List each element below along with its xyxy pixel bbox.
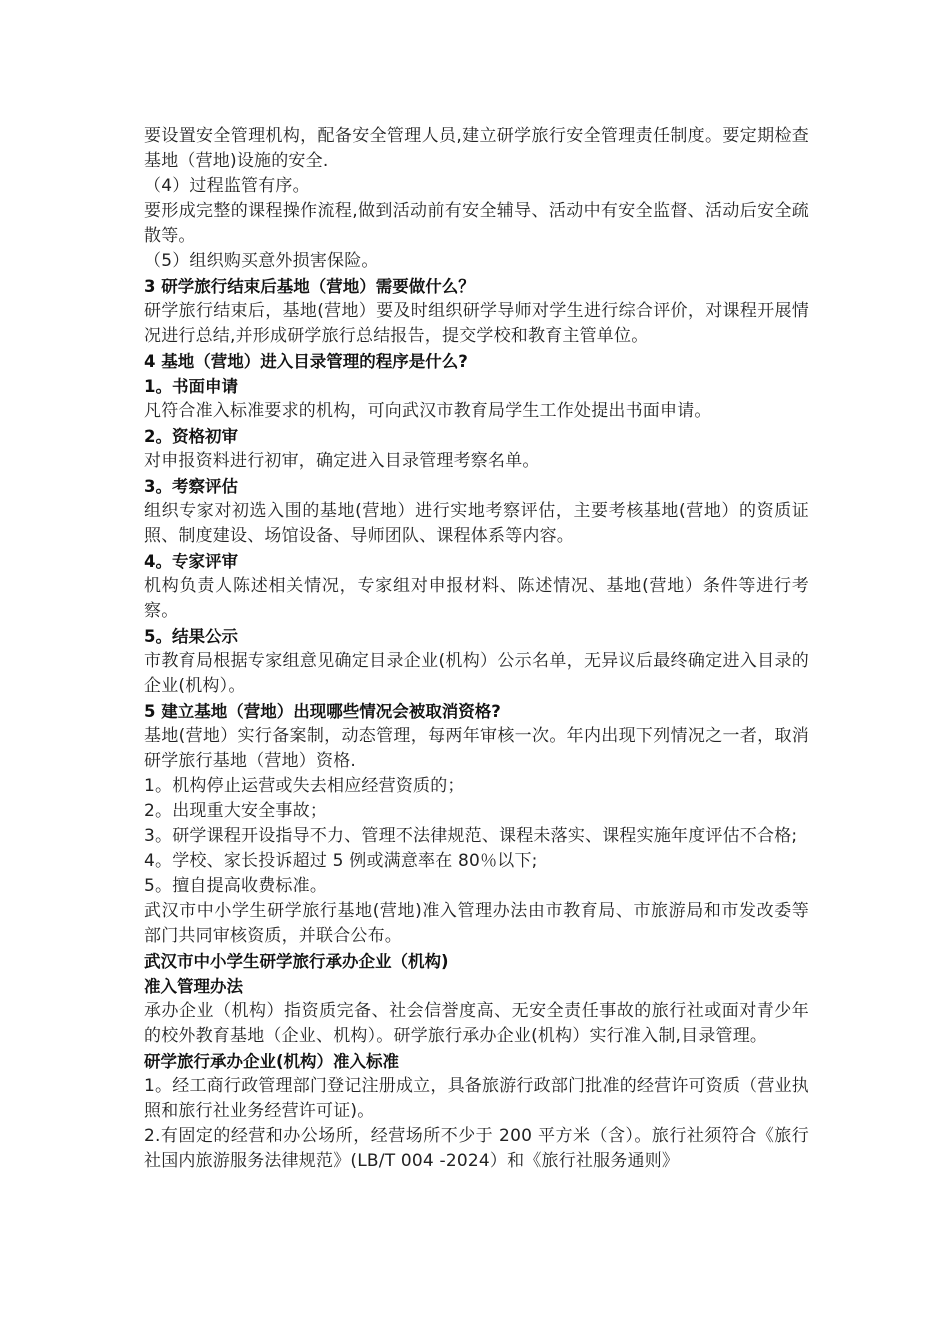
paragraph: 承办企业（机构）指资质完备、社会信誉度高、无安全责任事故的旅行社或面对青少年的校外教育基地（企业、机构）。研学旅行承办企业(机构）实行准入制,目录管理。 (144, 1001, 809, 1046)
paragraph: 市教育局根据专家组意见确定目录企业(机构）公示名单，无异议后最终确定进入目录的企业(机构）。 (144, 651, 809, 696)
paragraph: 2.有固定的经营和办公场所，经营场所不少于 200 平方米（含）。旅行社须符合《旅行社国内旅游服务法律规范》(LB/T 004 -2024）和《旅行社服务通则》 (144, 1126, 809, 1171)
step-heading: 3。考察评估 (144, 477, 238, 496)
list-item: 4。学校、家长投诉超过 5 例或满意率在 80％以下; (144, 851, 538, 871)
paragraph: 研学旅行结束后，基地(营地）要及时组织研学导师对学生进行综合评价，对课程开展情况进行总结,并形成研学旅行总结报告，提交学校和教育主管单位。 (144, 301, 809, 346)
paragraph: 武汉市中小学生研学旅行基地(营地)准入管理办法由市教育局、市旅游局和市发改委等部门共同审核资质，并联合公布。 (144, 901, 809, 946)
section-heading: 研学旅行承办企业(机构）准入标准 (144, 1052, 400, 1071)
paragraph: （5）组织购买意外损害保险。 (144, 251, 379, 271)
step-heading: 4。专家评审 (144, 552, 238, 571)
step-heading: 1。书面申请 (144, 377, 238, 396)
document-page (144, 124, 809, 1174)
paragraph: 要设置安全管理机构，配备安全管理人员,建立研学旅行安全管理责任制度。要定期检查基地（营地)设施的安全. (144, 126, 809, 171)
section-heading: 3 研学旅行结束后基地（营地）需要做什么？ (144, 277, 475, 296)
paragraph: （4）过程监管有序。 (144, 176, 310, 196)
step-heading: 2。资格初审 (144, 427, 238, 446)
paragraph: 1。经工商行政管理部门登记注册成立，具备旅游行政部门批准的经营许可资质（营业执照和旅行社业务经营许可证)。 (144, 1076, 809, 1121)
paragraph: 机构负责人陈述相关情况，专家组对申报材料、陈述情况、基地(营地）条件等进行考察。 (144, 576, 809, 621)
list-item: 3。研学课程开设指导不力、管理不法律规范、课程未落实、课程实施年度评估不合格; (144, 826, 798, 846)
paragraph: 组织专家对初选入围的基地(营地）进行实地考察评估，主要考核基地(营地）的资质证照、制度建设、场馆设备、导师团队、课程体系等内容。 (144, 501, 809, 546)
paragraph: 对申报资料进行初审，确定进入目录管理考察名单。 (144, 451, 540, 471)
section-heading: 4 基地（营地）进入目录管理的程序是什么? (144, 352, 468, 371)
section-heading: 5 建立基地（营地）出现哪些情况会被取消资格? (144, 702, 501, 721)
section-heading: 武汉市中小学生研学旅行承办企业（机构) (144, 952, 449, 971)
document-body (144, 124, 809, 1174)
section-heading: 准入管理办法 (144, 977, 243, 996)
paragraph: 基地(营地）实行备案制，动态管理，每两年审核一次。年内出现下列情况之一者，取消研学旅行基地（营地）资格. (144, 726, 809, 771)
list-item: 2。出现重大安全事故； (144, 801, 328, 821)
step-heading: 5。结果公示 (144, 627, 238, 646)
paragraph: 要形成完整的课程操作流程,做到活动前有安全辅导、活动中有安全监督、活动后安全疏散等。 (144, 201, 809, 246)
list-item: 5。擅自提高收费标准。 (144, 876, 328, 896)
list-item: 1。机构停止运营或失去相应经营资质的； (144, 776, 465, 796)
paragraph: 凡符合准入标准要求的机构，可向武汉市教育局学生工作处提出书面申请。 (144, 401, 712, 421)
